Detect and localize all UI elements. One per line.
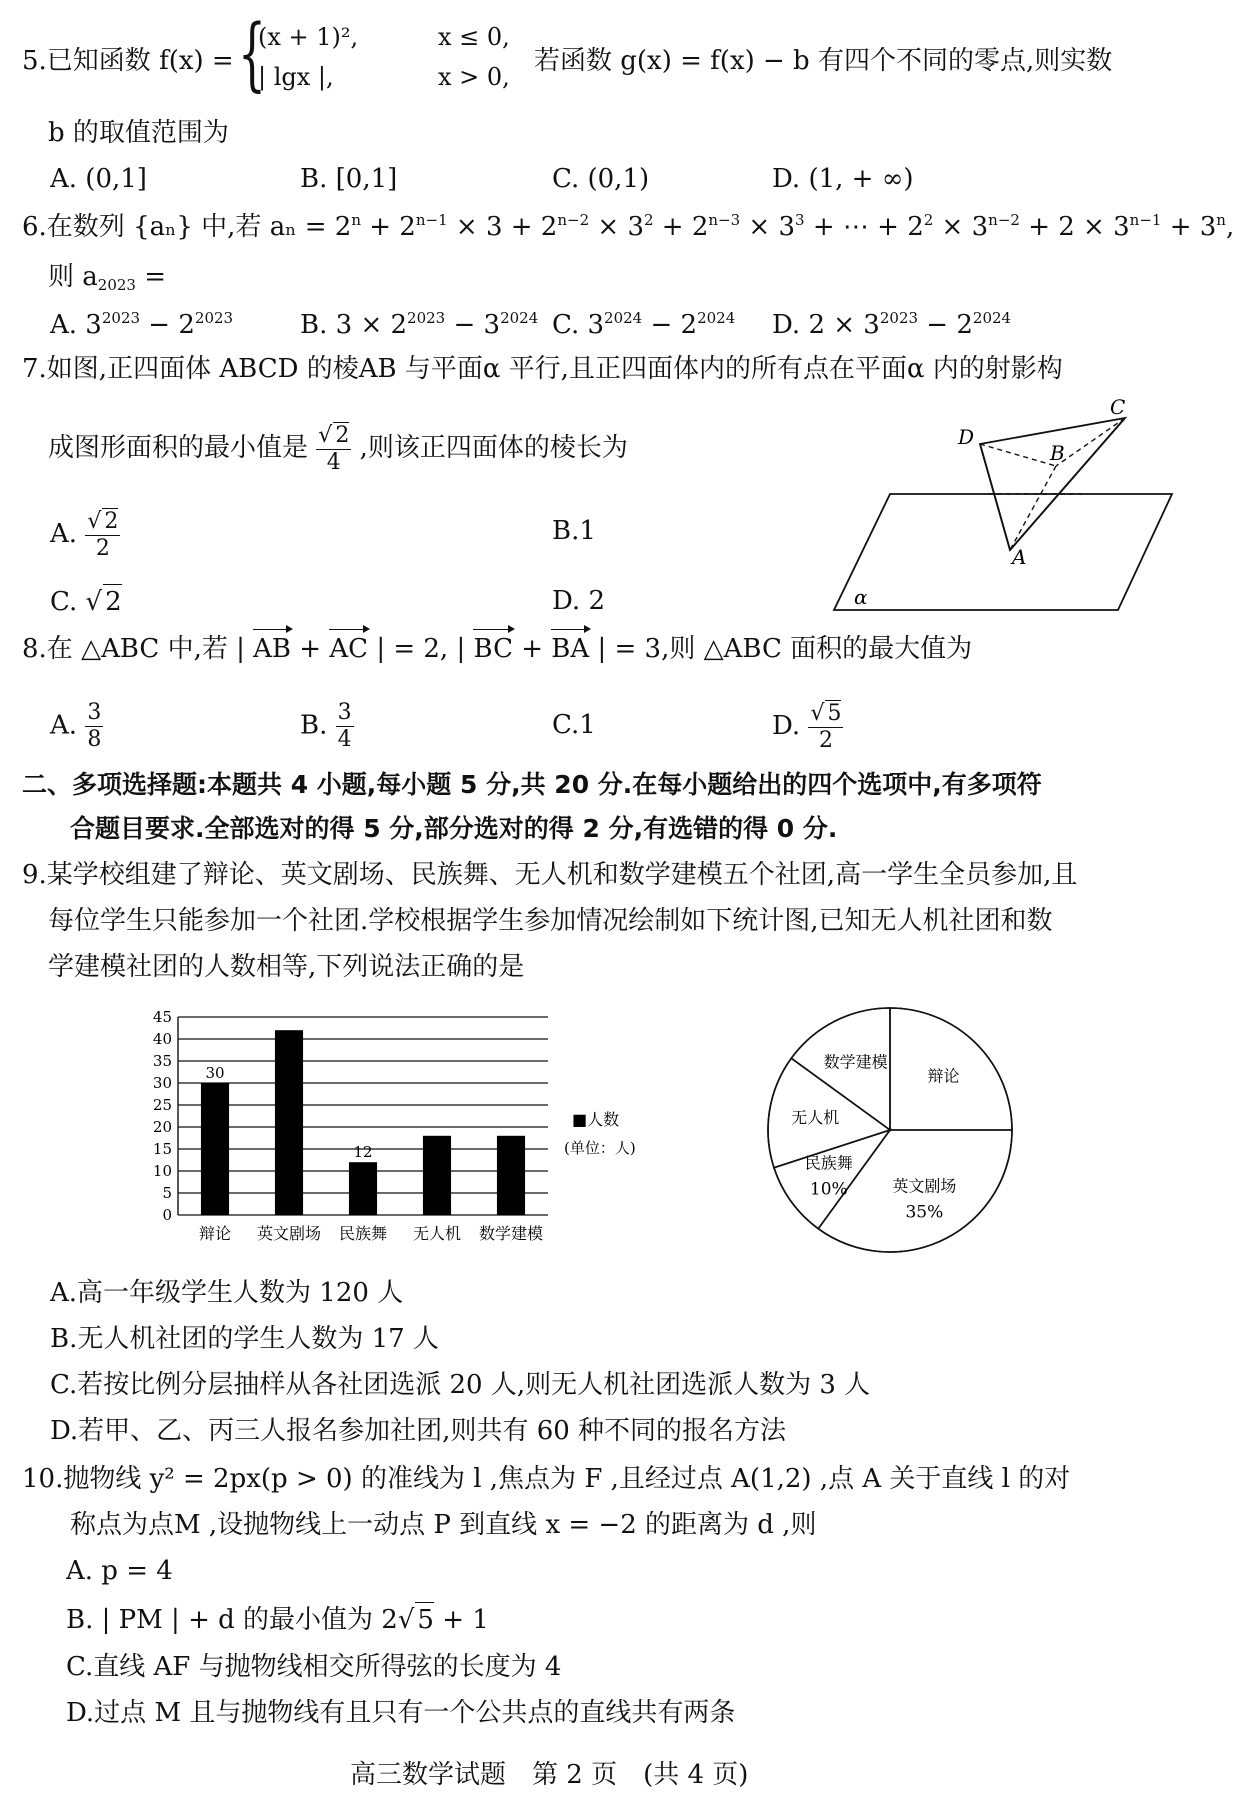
q6-option-b: B. $3 \times 2^{2023} - 3^{2024}$ [300, 309, 539, 340]
q6-line2-text: 则 a [48, 262, 98, 292]
q9-line3: 学建模社团的人数相等,下列说法正确的是 [48, 952, 525, 982]
label-alpha: α [854, 585, 868, 609]
tetrahedron-figure [820, 395, 1180, 618]
q5-line2: b 的取值范围为 [48, 118, 229, 148]
q7-option-c: C. √ 2 [50, 584, 122, 619]
bar [423, 1136, 451, 1215]
q5-option-c: C. (0,1) [552, 164, 650, 194]
q10-option-d: D.过点 M 且与抛物线有且只有一个公共点的直线共有两条 [66, 1698, 736, 1728]
x-tick-label: 数学建模 [478, 1224, 544, 1243]
q5-option-d: D. (1, + ∞) [772, 164, 914, 194]
section2-line2: 合题目要求.全部选对的得 5 分,部分选对的得 2 分,有选错的得 0 分. [70, 814, 838, 843]
q6-line2-sub: 2023 [97, 276, 136, 294]
q5-case2-cond: x > 0, [438, 63, 510, 91]
bar-chart [150, 1005, 760, 1275]
pie-slice-percent: 10% [809, 1179, 848, 1200]
vector-ab: AB [253, 634, 292, 664]
y-tick-label: 25 [152, 1096, 172, 1114]
q8-line1: 8.在 △ABC 中,若 | AB + AC | = 2, | BC + BA | = 3,则 △ABC 面积的最大值为 [22, 634, 973, 664]
bar [349, 1162, 377, 1215]
bar-legend: ■人数 [572, 1110, 620, 1129]
q5-option-b: B. [0,1] [300, 164, 398, 194]
q8-option-b: B. $\frac{3}{4}$ [300, 700, 352, 752]
y-tick-label: 45 [152, 1008, 172, 1026]
q5-option-a: A. (0,1] [50, 164, 147, 194]
q10-line1: 10.抛物线 y² = 2px(p > 0) 的准线为 l ,焦点为 F ,且经过点 A(1,2) ,点 A 关于直线 l 的对 [22, 1464, 1071, 1494]
pie-slice-label: 英文剧场 [892, 1176, 957, 1196]
q10-option-b: B. | PM | + d 的最小值为 2√ 5 + 1 [66, 1602, 489, 1637]
label-a: A [1012, 545, 1027, 569]
q10-option-a: A. p = 4 [66, 1556, 173, 1586]
q6-line2 [48, 260, 166, 294]
q7-option-b: B.1 [552, 516, 596, 546]
q7-line1: 7.如图,正四面体 ABCD 的棱AB 与平面α 平行,且正四面体内的所有点在平面α 内的射影构 [22, 354, 1063, 384]
y-tick-label: 15 [152, 1140, 172, 1158]
q9-option-b: B.无人机社团的学生人数为 17 人 [50, 1324, 439, 1354]
q7-line2 [48, 422, 628, 476]
q9-line2: 每位学生只能参加一个社团.学校根据学生参加情况绘制如下统计图,已知无人机社团和数 [48, 906, 1053, 936]
vector-ba: BA [551, 634, 590, 664]
y-tick-label: 0 [162, 1206, 172, 1224]
q10-line2: 称点为点M ,设抛物线上一动点 P 到直线 x = −2 的距离为 d ,则 [70, 1510, 817, 1540]
q8-option-c: C.1 [552, 710, 596, 740]
q10-option-c: C.直线 AF 与抛物线相交所得弦的长度为 4 [66, 1652, 562, 1682]
y-tick-label: 20 [152, 1118, 172, 1136]
q5-case1-expr: (x + 1)², [258, 23, 359, 51]
q6-option-c: C. $3^{2024} - 2^{2024}$ [552, 309, 736, 340]
q6-option-a: A. $3^{2023} - 2^{2023}$ [50, 309, 234, 340]
bar-data-label: 12 [353, 1143, 373, 1162]
x-tick-label: 无人机 [412, 1224, 462, 1243]
page-footer: 高三数学试题 第 2 页 (共 4 页) [350, 1760, 749, 1790]
plane-alpha [834, 494, 1172, 610]
q7-option-a: A. $\frac{√ 2}{2}$ [50, 509, 119, 561]
q7-fraction: $\frac{√ 2}{4}$ [318, 423, 350, 475]
bar [201, 1083, 229, 1215]
y-tick-label: 30 [152, 1074, 172, 1092]
q9-option-a: A.高一年级学生人数为 120 人 [50, 1278, 404, 1308]
q9-line1: 9.某学校组建了辩论、英文剧场、民族舞、无人机和数学建模五个社团,高一学生全员参加,且 [22, 860, 1078, 890]
q8-option-d: D. $\frac{√ 5}{2}$ [772, 701, 842, 753]
label-b: B [1050, 441, 1065, 465]
pie-slice-label: 数学建模 [823, 1052, 888, 1072]
pie-slice-percent: 35% [905, 1202, 944, 1223]
y-tick-label: 10 [152, 1162, 172, 1180]
bar-data-label: 30 [205, 1064, 225, 1082]
bar-legend-unit: (单位：人) [564, 1139, 636, 1157]
pie-slice-label: 无人机 [791, 1108, 840, 1128]
y-tick-label: 5 [162, 1184, 172, 1202]
q7-line2-prefix: 成图形面积的最小值是 [48, 433, 309, 463]
pie-slice-label: 辩论 [927, 1066, 960, 1086]
bar [275, 1030, 303, 1215]
pie-chart [748, 1000, 1158, 1270]
q6-option-d: D. $2 \times 3^{2023} - 2^{2024}$ [772, 309, 1012, 340]
label-c: C [1110, 395, 1126, 419]
q9-option-c: C.若按比例分层抽样从各社团选派 20 人,则无人机社团选派人数为 3 人 [50, 1370, 871, 1400]
x-tick-label: 民族舞 [338, 1224, 388, 1243]
vector-bc: BC [473, 634, 513, 664]
vector-ac: AC [329, 634, 369, 664]
y-tick-label: 35 [152, 1052, 172, 1070]
pie-slice-label: 民族舞 [804, 1153, 853, 1173]
q5-prefix: 5.已知函数 f(x) = [22, 46, 234, 76]
q5-case2-expr: | lgx |, [258, 63, 334, 91]
y-tick-label: 40 [152, 1030, 172, 1048]
q6-line2-tail: = [135, 262, 167, 292]
q7-option-d: D. 2 [552, 586, 605, 616]
q6-formula: $2^n + 2^{n-1} \times 3 + 2^{n-2} \times 3^2 + 2^{n-3} \times 3^3$ + ⋯ + $2^2 \times 3^{n-2} + 2 \times 3^{n-1} + 3^n$, [334, 211, 1234, 242]
q5-suffix: 若函数 g(x) = f(x) − b 有四个不同的零点,则实数 [534, 46, 1113, 76]
q5-case1-cond: x ≤ 0, [438, 23, 510, 51]
q9-option-d: D.若甲、乙、丙三人报名参加社团,则共有 60 种不同的报名方法 [50, 1416, 787, 1446]
q7-line2-suffix: ,则该正四面体的棱长为 [359, 433, 628, 463]
x-tick-label: 英文剧场 [256, 1224, 322, 1243]
tetra-face [980, 418, 1125, 550]
label-d: D [958, 425, 975, 449]
q6-line1 [22, 210, 1234, 244]
bar [497, 1136, 525, 1215]
q6-line1-prefix: 6.在数列 {aₙ} 中,若 aₙ = [22, 212, 327, 242]
section2-line1: 二、多项选择题:本题共 4 小题,每小题 5 分,共 20 分.在每小题给出的四个选项中,有多项符 [22, 770, 1042, 799]
q8-option-a: A. $\frac{3}{8}$ [50, 700, 102, 752]
x-tick-label: 辩论 [198, 1224, 232, 1243]
q5-brace: { [238, 7, 266, 100]
